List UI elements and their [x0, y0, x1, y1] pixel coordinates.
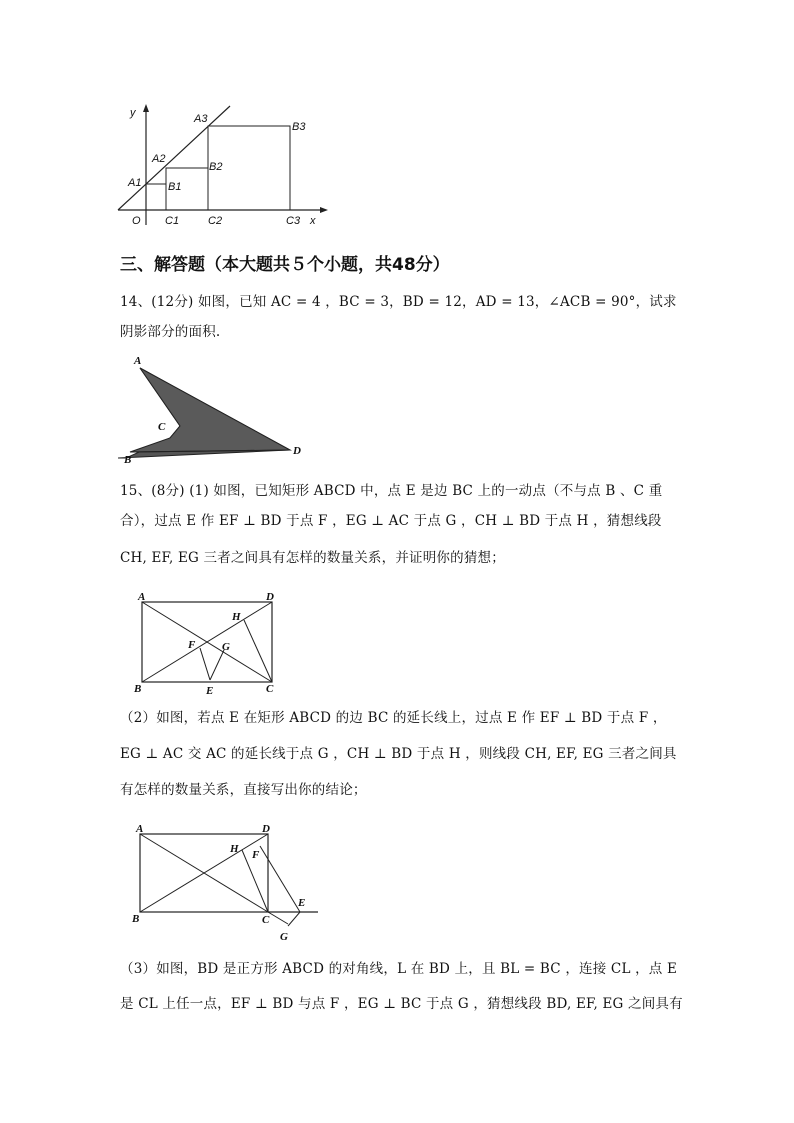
label-b: B	[124, 454, 132, 465]
label-d: D	[262, 823, 270, 835]
x-axis-arrow-icon	[320, 207, 328, 213]
label-a3: A3	[194, 113, 208, 125]
label-c2: C2	[208, 215, 223, 227]
figure-squares-on-line	[110, 100, 340, 230]
label-h: H	[230, 843, 239, 855]
q15-line3: CH, EF, EG 三者之间具有怎样的数量关系，并证明你的猜想；	[120, 550, 505, 566]
q15-part2-line3: 有怎样的数量关系，直接写出你的结论；	[120, 782, 367, 798]
label-y: y	[130, 107, 136, 119]
segment-eg	[210, 650, 224, 680]
q15-part3-line1: （3）如图，BD 是正方形 ABCD 的对角线，L 在 BD 上，且 BL = BC ，连接 CL ，点 E	[120, 961, 678, 977]
label-b3: B3	[292, 121, 306, 133]
label-f: F	[252, 849, 260, 861]
label-f: F	[188, 639, 196, 651]
label-g: G	[222, 641, 230, 653]
label-c: C	[266, 683, 274, 695]
label-b: B	[132, 913, 140, 925]
label-a: A	[134, 355, 142, 367]
shaded-region-fill	[130, 368, 290, 452]
label-a1: A1	[128, 177, 142, 189]
label-b: B	[134, 683, 142, 695]
ac-extension	[268, 912, 288, 924]
q15-part2-line2: EG ⊥ AC 交 AC 的延长线于点 G ，CH ⊥ BD 于点 H ，则线段 CH, EF, EG 三者之间具	[120, 746, 677, 762]
segment-ch	[244, 620, 272, 682]
label-c: C	[158, 421, 166, 433]
figure-rectangle-part1	[132, 588, 292, 698]
q15-part2-line1: （2）如图，若点 E 在矩形 ABCD 的边 BC 的延长线上，过点 E 作 EF ⊥ BD 于点 F ，	[120, 710, 667, 726]
q15-line2: 合），过点 E 作 EF ⊥ BD 于点 F ，EG ⊥ AC 于点 G ，CH ⊥ BD 于点 H ，猜想线段	[120, 513, 662, 529]
label-o: O	[132, 215, 141, 227]
label-x: x	[310, 215, 316, 227]
label-b1: B1	[168, 181, 182, 193]
figure-shaded-region	[118, 350, 308, 465]
label-h: H	[232, 611, 241, 623]
label-e: E	[206, 685, 214, 697]
q15-part3-line2: 是 CL 上任一点，EF ⊥ BD 与点 F ，EG ⊥ BC 于点 G ，猜想线段 BD, EF, EG 之间具有	[120, 996, 683, 1012]
label-a: A	[138, 591, 146, 603]
figure-rectangle-part2	[128, 820, 328, 945]
segment-ef	[200, 648, 210, 680]
label-b2: B2	[209, 161, 223, 173]
q14-line1: 14、(12分) 如图，已知 AC = 4 ，BC = 3，BD = 12，AD = 13，∠ACB = 90°，试求	[120, 294, 677, 310]
section-heading: 三、解答题（本大题共５个小题，共48分）	[120, 255, 450, 275]
segment-ef	[260, 846, 300, 912]
label-a: A	[136, 823, 144, 835]
label-c3: C3	[286, 215, 301, 227]
square-1	[146, 184, 166, 210]
q14-line2: 阴影部分的面积.	[120, 324, 221, 340]
y-axis-arrow-icon	[143, 104, 149, 112]
label-g: G	[280, 931, 288, 943]
label-c: C	[262, 914, 270, 926]
segment-eg	[288, 912, 300, 926]
label-a2: A2	[152, 153, 166, 165]
q15-line1: 15、(8分) (1) 如图，已知矩形 ABCD 中，点 E 是边 BC 上的一动点（不与点 B 、C 重	[120, 483, 663, 499]
label-c1: C1	[165, 215, 180, 227]
diagonal-line	[118, 106, 230, 210]
label-d: D	[293, 445, 301, 457]
label-e: E	[298, 897, 306, 909]
label-d: D	[266, 591, 274, 603]
